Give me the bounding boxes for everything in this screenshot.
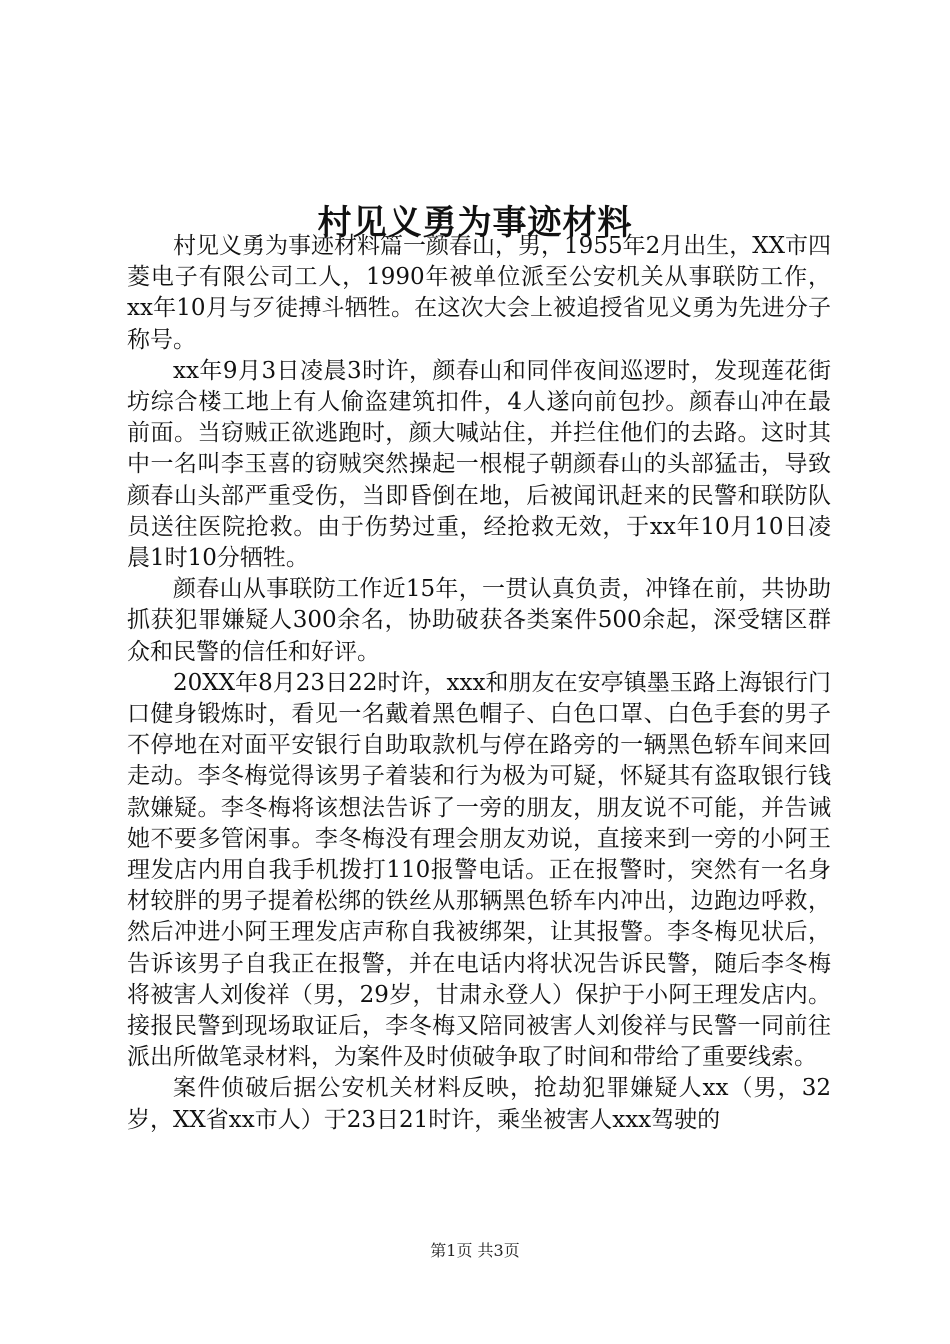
page-number-footer: 第1页 共3页 [430, 1241, 520, 1260]
paragraph: 村见义勇为事迹材料篇一颜春山，男，1955年2月出生，XX市四菱电子有限公司工人，1990年被单位派至公安机关从事联防工作，xx年10月与歹徒搏斗牺牲。在这次大会上被追授省见义勇为先进分子称号。 [127, 233, 831, 353]
paragraph: 颜春山从事联防工作近15年，一贯认真负责，冲锋在前，共协助抓获犯罪嫌疑人300余名，协助破获各类案件500余起，深受辖区群众和民警的信任和好评。 [127, 576, 831, 665]
document-title: 村见义勇为事迹材料 [317, 202, 633, 243]
paragraph: 案件侦破后据公安机关材料反映，抢劫犯罪嫌疑人xx（男，32岁，XX省xx市人）于23日21时许，乘坐被害人xxx驾驶的 [127, 1075, 831, 1133]
paragraph: xx年9月3日凌晨3时许，颜春山和同伴夜间巡逻时，发现莲花街坊综合楼工地上有人偷盗建筑扣件，4人遂向前包抄。颜春山冲在最前面。当窃贼正欲逃跑时，颜大喊站住，并拦住他们的去路。这时其中一名叫李玉喜的窃贼突然操起一根棍子朝颜春山的头部猛击，导致颜春山头部严重受伤，当即昏倒在地，后被闻讯赶来的民警和联防队员送往医院抢救。由于伤势过重，经抢救无效，于xx年10月10日凌晨1时10分牺牲。 [127, 357, 831, 572]
paragraph: 20XX年8月23日22时许，xxx和朋友在安亭镇墨玉路上海银行门口健身锻炼时，看见一名戴着黑色帽子、白色口罩、白色手套的男子不停地在对面平安银行自助取款机与停在路旁的一辆黑色轿车间来回走动。李冬梅觉得该男子着装和行为极为可疑，怀疑其有盗取银行钱款嫌疑。李冬梅将该想法告诉了一旁的朋友，朋友说不可能，并告诫她不要多管闲事。李冬梅没有理会朋友劝说，直接来到一旁的小阿王理发店内用自我手机拨打110报警电话。正在报警时，突然有一名身材较胖的男子提着松绑的铁丝从那辆黑色轿车内冲出，边跑边呼救，然后冲进小阿王理发店声称自我被绑架，让其报警。李冬梅见状后，告诉该男子自我正在报警，并在电话内将状况告诉民警，随后李冬梅将被害人刘俊祥（男，29岁，甘肃永登人）保护于小阿王理发店内。接报民警到现场取证后，李冬梅又陪同被害人刘俊祥与民警一同前往派出所做笔录材料，为案件及时侦破争取了时间和带给了重要线索。 [127, 669, 831, 1071]
document-body [127, 231, 831, 1136]
